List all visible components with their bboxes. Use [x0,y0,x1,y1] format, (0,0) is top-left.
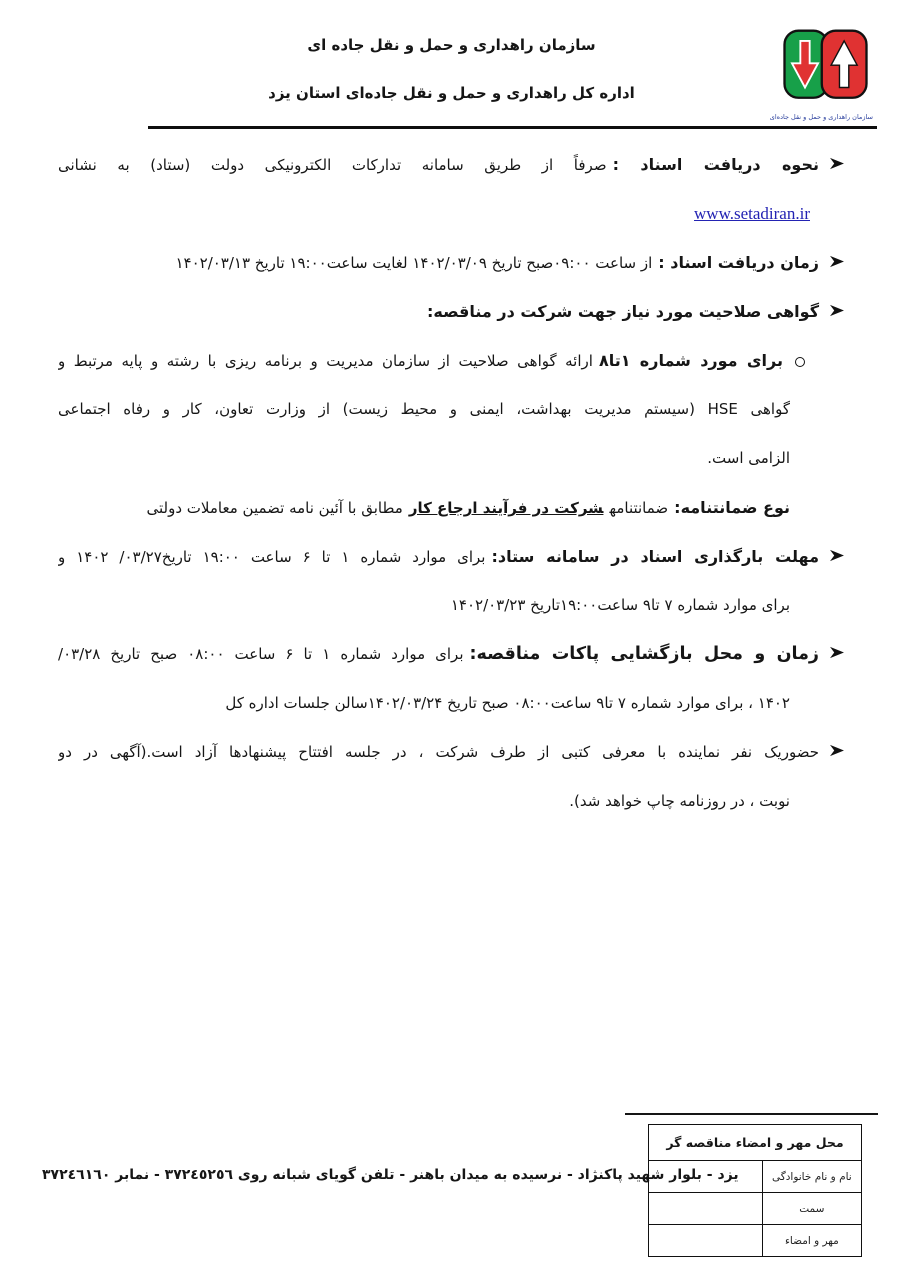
setadiran-link-line [58,189,810,238]
guarantee-type-line [58,483,790,532]
mandatory-text: الزامی است. [707,449,790,467]
signature-table [648,1124,862,1257]
hse-certificate-text: گواهی HSE (سیستم مدیریت بهداشت، ایمنی و محیط زیست) از وزارت تعاون، کار و رفاه اجتماعی [58,400,790,418]
signature-blank-cell-position [649,1193,763,1225]
guarantee-rest: مطابق با آئین نامه تضمین معاملات دولتی [146,499,403,517]
guarantee-underlined: شرکت در فرآیند ارجاع کار [408,499,604,517]
opening-time-text2: ۱۴۰۲ ، برای موارد شماره ۷ تا۹ ساعت۰۸:۰۰ صبح تاریخ ۱۴۰۲/۰۳/۲۴سالن جلسات اداره کل [225,694,790,712]
document-body [58,140,845,826]
representative-line2 [58,777,790,826]
representative-text2: نوبت ، در روزنامه چاپ خواهد شد). [569,792,790,810]
bullet-representative [58,728,845,777]
sub-bullet-cases-1-8 [58,336,805,385]
mandatory-line [58,434,790,483]
table-row [649,1225,862,1257]
upload-deadline-line2 [58,581,790,630]
org-logo [769,26,873,121]
road-transport-emblem-icon [778,26,873,108]
receive-method-lead: نحوه دریافت اسناد : [612,155,819,174]
arrow-bullet-icon [829,630,845,679]
guarantee-mid: ضمانتنامه [609,499,669,517]
upload-deadline-text2: برای موارد شماره ۷ تا۹ ساعت۱۹:۰۰تاریخ ۱۴۰۲/۰۳/۲۳ [450,596,790,614]
cases-1-8-lead: برای مورد شماره ۱تا۸ [598,351,783,370]
arrow-bullet-icon [829,288,845,337]
receive-time-lead: زمان دریافت اسناد : [658,253,819,272]
bullet-receive-time [58,238,845,287]
bullet-receive-method [58,140,845,189]
org-name-line2: اداره کل راهداری و حمل و نقل جاده‌ای استان یزد [268,84,635,102]
qualification-lead: گواهی صلاحیت مورد نیاز جهت شرکت در مناقصه: [427,302,819,321]
signature-row-label-name: نام و نام خانوادگی [762,1161,861,1193]
setadiran-link[interactable]: www.setadiran.ir [694,204,810,223]
bullet-opening-time [58,630,845,679]
guarantee-lead: نوع ضمانتنامه: [674,498,790,517]
circle-bullet-icon [795,357,805,367]
bullet-qualification [58,287,845,336]
logo-caption: سازمان راهداری و حمل و نقل جاده‌ای [769,113,873,121]
signature-table-title: محل مهر و امضاء مناقصه گر [649,1125,862,1161]
arrow-bullet-icon [829,239,845,288]
representative-text: حضوریک نفر نماینده با معرفی کتبی از طرف شرکت ، در جلسه افتتاح پیشنهادها آزاد است.(آگهی در دو [58,743,819,761]
cases-1-8-text: ارائه گواهی صلاحیت از سازمان مدیریت و برنامه ریزی با رشته و پایه مرتبط و [58,352,593,370]
receive-time-text: از ساعت ۰۹:۰۰صبح تاریخ ۱۴۰۲/۰۳/۰۹ لغایت ساعت۱۹:۰۰ تاریخ ۱۴۰۲/۰۳/۱۳ [175,254,653,272]
signature-blank-cell-seal [649,1225,763,1257]
address-footer: یزد - بلوار شهید پاکنژاد - نرسیده به میدان باهنر - تلفن گویای شبانه روی ٣٧٢٤٥٢٥٦ - نمابر ٣٧٢٤٦١٦٠ [42,1167,739,1183]
arrow-bullet-icon [829,141,845,189]
bullet-upload-deadline [58,532,845,581]
arrow-bullet-icon [829,728,845,777]
signature-divider [625,1113,878,1115]
signature-row-label-position: سمت [762,1193,861,1225]
org-name-line1: سازمان راهداری و حمل و نقل جاده ای [307,36,596,54]
opening-time-text: برای موارد شماره ۱ تا ۶ ساعت ۰۸:۰۰ صبح تاریخ ۰۳/۲۸/ [58,645,464,663]
arrow-bullet-icon [829,533,845,581]
opening-time-lead: زمان و محل بازگشایی پاکات مناقصه: [469,644,820,664]
receive-method-text: صرفاً از طریق سامانه تدارکات الکترونیکی دولت (ستاد) به نشانی [58,156,607,174]
upload-deadline-text: برای موارد شماره ۱ تا ۶ ساعت ۱۹:۰۰ تاریخ۰۳/۲۷/ ۱۴۰۲ و [58,548,486,566]
opening-time-line2 [58,679,790,728]
signature-row-label-seal: مهر و امضاء [762,1225,861,1257]
hse-certificate-line [58,385,790,434]
table-row [649,1193,862,1225]
upload-deadline-lead: مهلت بارگذاری اسناد در سامانه ستاد: [491,547,820,566]
header-divider [148,126,877,129]
